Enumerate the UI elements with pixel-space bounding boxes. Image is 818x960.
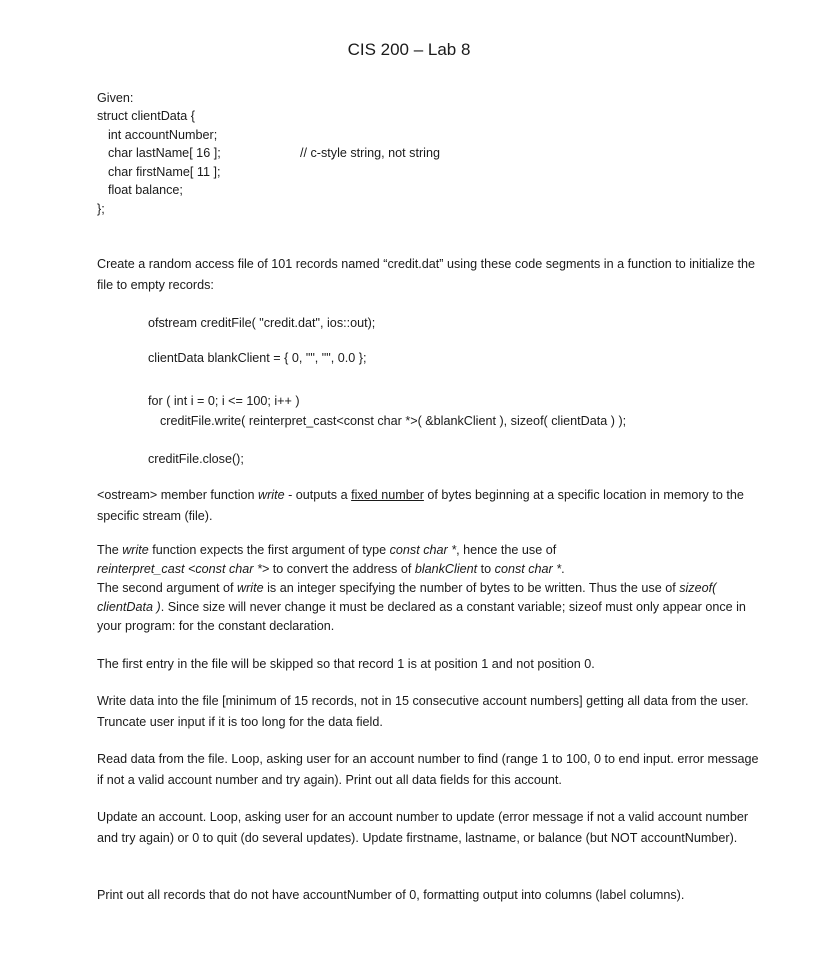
struct-comment: // c-style string, not string xyxy=(300,146,440,160)
text-run: write xyxy=(237,581,264,595)
code-ofstream: ofstream creditFile( "credit.dat", ios::out); xyxy=(148,316,376,330)
text-run: sizeof( clientData ) xyxy=(97,581,717,614)
write-paragraph xyxy=(97,541,767,636)
text-run: function expects the first argument of type xyxy=(148,543,390,557)
code-for-loop: for ( int i = 0; i <= 100; i++ ) xyxy=(148,394,300,408)
text-run: , hence the use of xyxy=(456,543,557,557)
text-run: blankClient xyxy=(414,562,478,576)
struct-field: char firstName[ 11 ]; xyxy=(108,165,221,179)
text-run: const char * xyxy=(389,543,457,557)
text-run: The xyxy=(97,543,123,557)
text-run: reinterpret_cast <const char *> xyxy=(97,562,270,576)
code-close: creditFile.close(); xyxy=(148,452,244,466)
given-label: Given: xyxy=(97,91,134,105)
struct-field: int accountNumber; xyxy=(108,128,218,142)
code-blank-client: clientData blankClient = { 0, "", "", 0.0 }; xyxy=(148,351,367,365)
first-entry-paragraph: The first entry in the file will be skipped so that record 1 is at position 1 and not position 0. xyxy=(97,657,595,671)
text-run: <ostream> member function xyxy=(97,488,258,502)
page-title: CIS 200 – Lab 8 xyxy=(347,40,471,59)
print-all-paragraph: Print out all records that do not have accountNumber of 0, formatting output into columns (label columns). xyxy=(97,888,685,902)
text-run: write xyxy=(258,488,285,502)
update-paragraph: Update an account. Loop, asking user for an account number to update (error message if not a valid account number and try again) or 0 to quit (do several updates). Update firstname, lastname, or balance (but NOT accountNumber). xyxy=(97,810,749,845)
struct-open: struct clientData { xyxy=(97,109,195,123)
struct-close: }; xyxy=(97,202,105,216)
text-run: to xyxy=(477,562,495,576)
text-run: fixed number xyxy=(351,488,424,502)
ostream-paragraph xyxy=(97,485,767,526)
code-write-call: creditFile.write( reinterpret_cast<const char *>( &blankClient ), sizeof( clientData ) ); xyxy=(160,414,627,428)
text-run: is an integer specifying the number of bytes to be written. Thus the use of xyxy=(263,581,680,595)
text-run: to convert the address of xyxy=(269,562,415,576)
intro-paragraph: Create a random access file of 101 records named “credit.dat” using these code segments in a function to initialize the file to empty records: xyxy=(97,257,756,292)
struct-field: char lastName[ 16 ]; xyxy=(108,146,221,160)
text-run: - outputs a xyxy=(284,488,352,502)
text-run: . Since size will never change it must be declared as a constant variable; sizeof must only appear once in your program: for the constant declaration. xyxy=(97,600,746,633)
text-run: of bytes beginning at a specific location in memory to the specific stream (file). xyxy=(97,488,744,523)
struct-field: float balance; xyxy=(108,183,183,197)
write-data-paragraph: Write data into the file [minimum of 15 records, not in 15 consecutive account numbers] getting all data from the user. Truncate user input if it is too long for the data field. xyxy=(97,694,749,729)
text-run: The second argument of xyxy=(97,581,238,595)
text-run: const char * xyxy=(494,562,562,576)
text-run: write xyxy=(122,543,149,557)
text-run: . xyxy=(561,562,565,576)
read-data-paragraph: Read data from the file. Loop, asking user for an account number to find (range 1 to 100, 0 to end input. error message if not a valid account number and try again). Print out all data fields for this account. xyxy=(97,752,759,787)
